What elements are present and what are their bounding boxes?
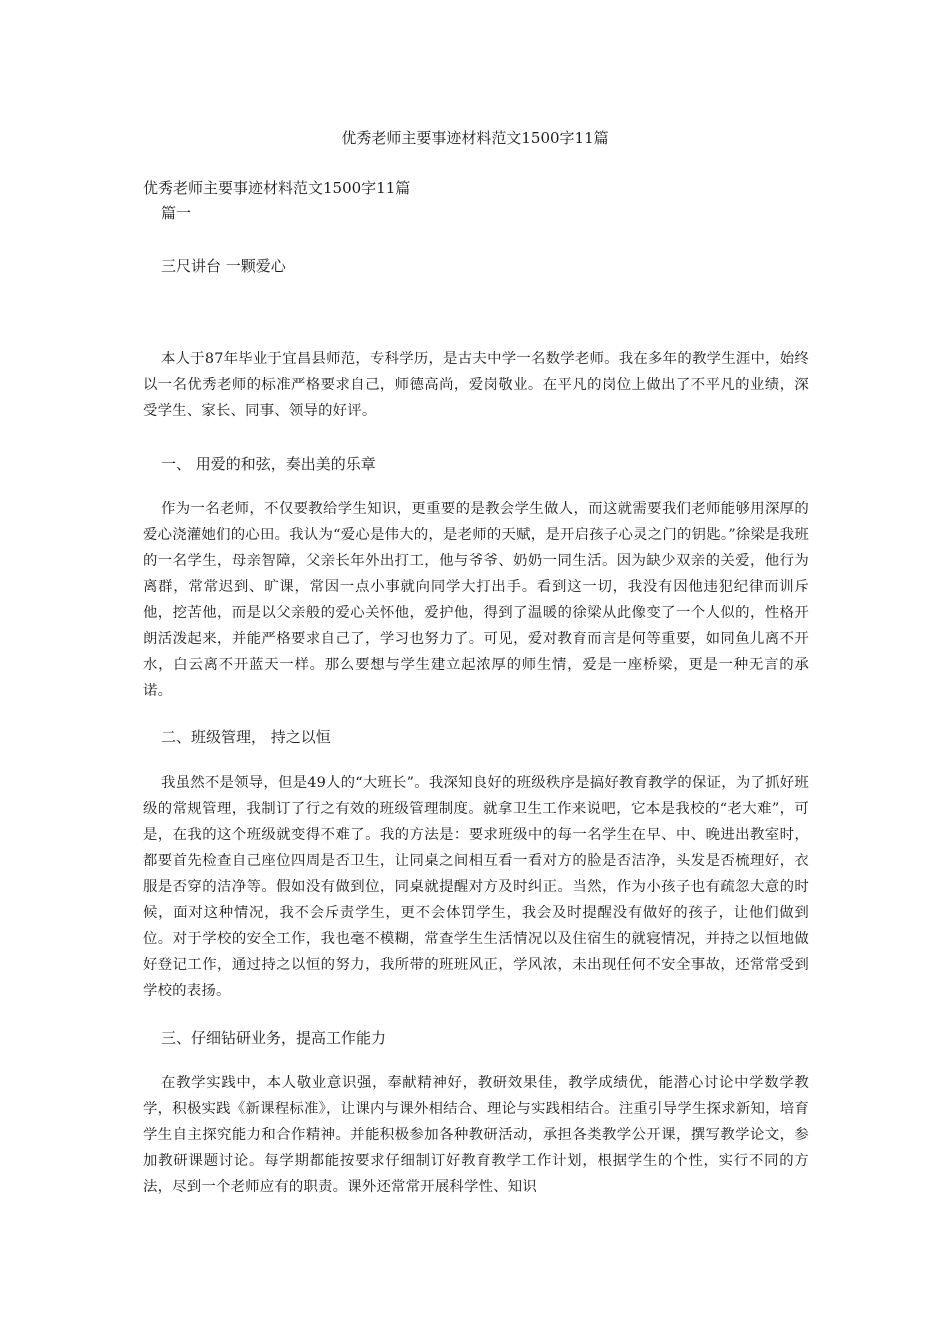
document-subtitle: 优秀老师主要事迹材料范文1500字11篇: [143, 179, 411, 197]
section-heading-3: 三、仔细钻研业务，提高工作能力: [161, 1029, 387, 1047]
document-title: 优秀老师主要事迹材料范文1500字11篇: [341, 129, 609, 147]
section-body-1: 作为一名老师，不仅要教给学生知识，更重要的是教会学生做人，而这就需要我们老师能够用深厚的爱心浇灌她们的心田。我认为“爱心是伟大的，是老师的天赋，是开启孩子心灵之门的钥匙。”徐梁是我班的一名学生，母亲智障，父亲长年外出打工，他与爷爷、奶奶一同生活。因为缺少双亲的关爱，他行为离群，常常迟到、旷课，常因一点小事就向同学大打出手。看到这一切，我没有因他违犯纪律而训斥他，挖苦他，而是以父亲般的爱心关怀他，爱护他，得到了温暖的徐梁从此像变了一个人似的，性格开朗活泼起来，并能严格要求自己了，学习也努力了。可见，爱对教育而言是何等重要，如同鱼儿离不开水，白云离不开蓝天一样。那么要想与学生建立起浓厚的师生情，爱是一座桥梁，更是一种无言的承诺。: [143, 501, 809, 699]
section-heading-2: 二、班级管理， 持之以恒: [161, 728, 331, 746]
topic-heading: 三尺讲台 一颗爱心: [161, 257, 286, 275]
section-body-3: 在教学实践中，本人敬业意识强，奉献精神好，教研效果佳，教学成绩优，能潜心讨论中学数学教学，积极实践《新课程标准》，让课内与课外相结合、理论与实践相结合。注重引导学生探求新知，培育学生自主探究能力和合作精神。并能积极参加各种教研活动，承担各类教学公开课，撰写教学论文，参加教研课题讨论。每学期都能按要求仔细制订好教育教学工作计划，根据学生的个性，实行不同的方法，尽到一个老师应有的职责。课外还常常开展科学性、知识: [143, 1075, 809, 1195]
part-label: 篇一: [161, 204, 192, 222]
section-heading-1: 一、 用爱的和弦，奏出美的乐章: [161, 455, 376, 473]
section-body-2: 我虽然不是领导，但是49人的“大班长”。我深知良好的班级秩序是搞好教育教学的保证，为了抓好班级的常规管理，我制订了行之有效的班级管理制度。就拿卫生工作来说吧，它本是我校的“老大难”，可是，在我的这个班级就变得不难了。我的方法是：要求班级中的每一名学生在早、中、晚进出教室时，都要首先检查自己座位四周是否卫生，让同桌之间相互看一看对方的脸是否洁净，头发是否梳理好，衣服是否穿的洁净等。假如没有做到位，同桌就提醒对方及时纠正。当然，作为小孩子也有疏忽大意的时候，面对这种情况，我不会斥责学生，更不会体罚学生，我会及时提醒没有做好的孩子，让他们做到位。对于学校的安全工作，我也毫不模糊，常查学生生活情况以及住宿生的就寝情况，并持之以恒地做好登记工作，通过持之以恒的努力，我所带的班班风正，学风浓，未出现任何不安全事故，还常常受到学校的表扬。: [143, 775, 809, 999]
intro-paragraph: 本人于87年毕业于宜昌县师范，专科学历，是古夫中学一名数学老师。我在多年的教学生涯中，始终以一名优秀老师的标准严格要求自己，师德高尚，爱岗敬业。在平凡的岗位上做出了不平凡的业绩，深受学生、家长、同事、领导的好评。: [143, 351, 809, 419]
